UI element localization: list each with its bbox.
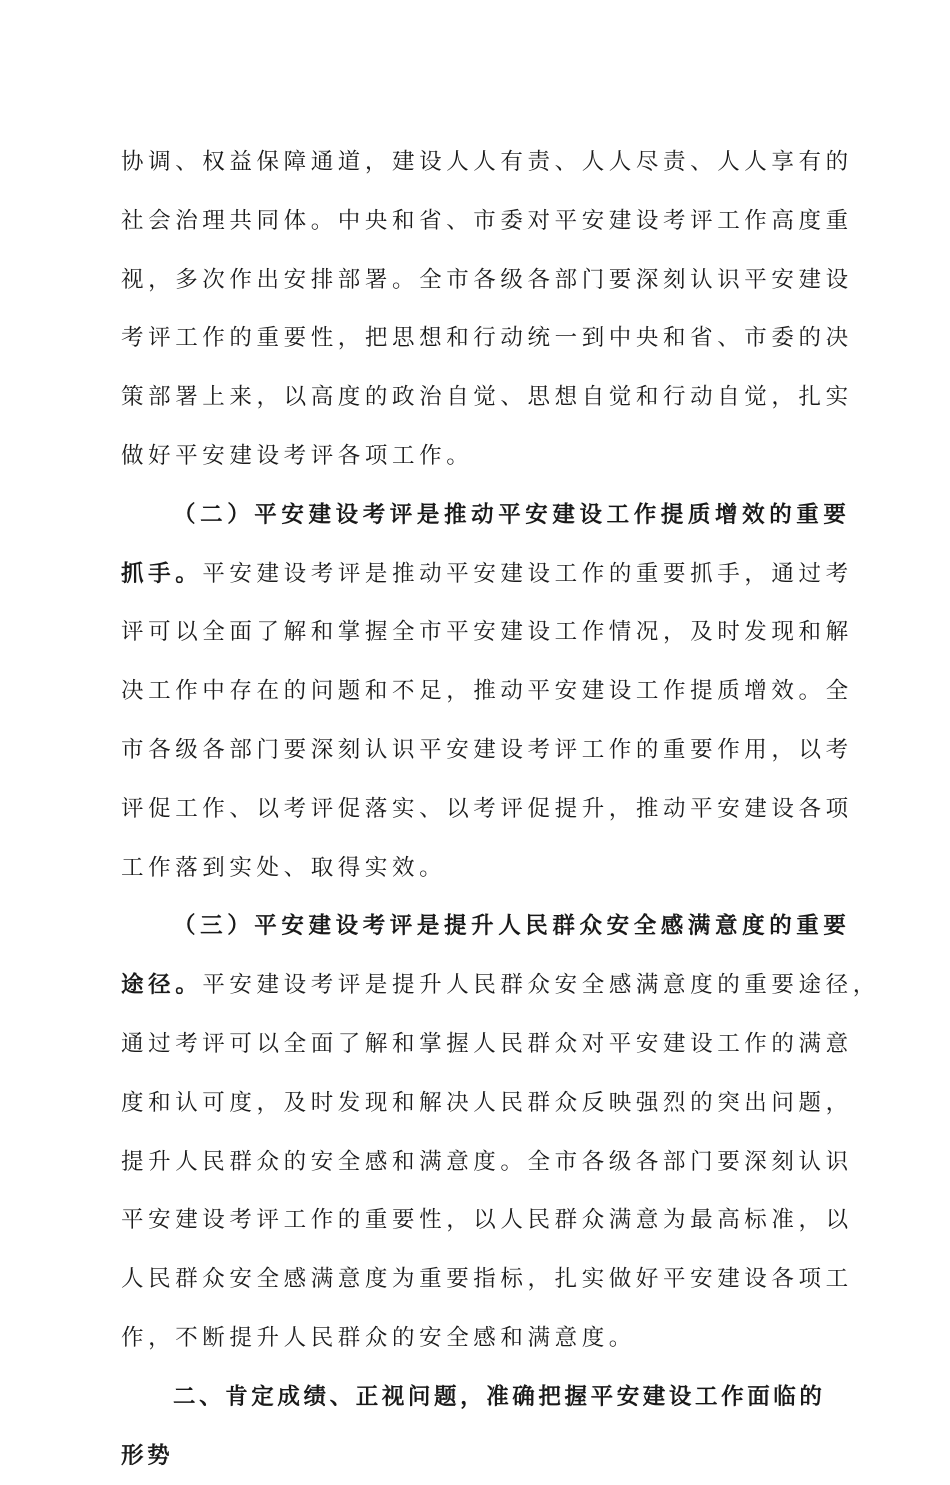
- paragraph-2-text: 平安建设考评是推动平安建设工作的重要抓手，通过考: [202, 560, 853, 587]
- paragraph-1-line: 策部署上来，以高度的政治自觉、思想自觉和行动自觉，扎实: [121, 384, 853, 411]
- section-2-heading: 二、肯定成绩、正视问题，准确把握平安建设工作面临的: [173, 1383, 826, 1410]
- paragraph-3-line: 提升人民群众的安全感和满意度。全市各级各部门要深刻认识: [121, 1148, 853, 1175]
- paragraph-1-line: 考评工作的重要性，把思想和行动统一到中央和省、市委的决: [121, 325, 853, 352]
- paragraph-3-heading-end: 途径。: [121, 972, 203, 999]
- paragraph-2-line: 评促工作、以考评促落实、以考评促提升，推动平安建设各项: [121, 795, 853, 822]
- paragraph-1-line: 协调、权益保障通道，建设人人有责、人人尽责、人人享有的: [121, 149, 853, 175]
- paragraph-2-line: [121, 545, 853, 604]
- paragraph-1-line: 社会治理共同体。中央和省、市委对平安建设考评工作高度重: [121, 207, 853, 234]
- paragraph-3-heading: （三）平安建设考评是提升人民群众安全感满意度的重要: [173, 913, 851, 940]
- paragraph-2-heading-end: 抓手。: [121, 560, 203, 587]
- paragraph-2-line: 决工作中存在的问题和不足，推动平安建设工作提质增效。全: [121, 678, 853, 705]
- paragraph-3-line: [121, 956, 880, 1015]
- document-body: [121, 133, 880, 1485]
- paragraph-2-line: 工作落到实处、取得实效。: [121, 854, 447, 881]
- section-2-heading-cont: 形势: [121, 1442, 174, 1469]
- paragraph-2-line: 市各级各部门要深刻认识平安建设考评工作的重要作用，以考: [121, 736, 853, 763]
- paragraph-3-line: 度和认可度，及时发现和解决人民群众反映强烈的突出问题，: [121, 1089, 853, 1116]
- paragraph-1-line: 做好平安建设考评各项工作。: [121, 442, 474, 469]
- paragraph-2-heading: （二）平安建设考评是推动平安建设工作提质增效的重要: [173, 501, 851, 528]
- paragraph-3-line: 通过考评可以全面了解和掌握人民群众对平安建设工作的满意: [121, 1030, 853, 1057]
- paragraph-2-line: 评可以全面了解和掌握全市平安建设工作情况，及时发现和解: [121, 619, 853, 646]
- paragraph-3-line: 平安建设考评工作的重要性，以人民群众满意为最高标准，以: [121, 1207, 853, 1234]
- paragraph-3-line: 人民群众安全感满意度为重要指标，扎实做好平安建设各项工: [121, 1266, 853, 1293]
- paragraph-3-line: 作，不断提升人民群众的安全感和满意度。: [121, 1324, 636, 1351]
- paragraph-1-line: 视，多次作出安排部署。全市各级各部门要深刻认识平安建设: [121, 266, 853, 293]
- paragraph-3-text: 平安建设考评是提升人民群众安全感满意度的重要途径，: [202, 972, 880, 999]
